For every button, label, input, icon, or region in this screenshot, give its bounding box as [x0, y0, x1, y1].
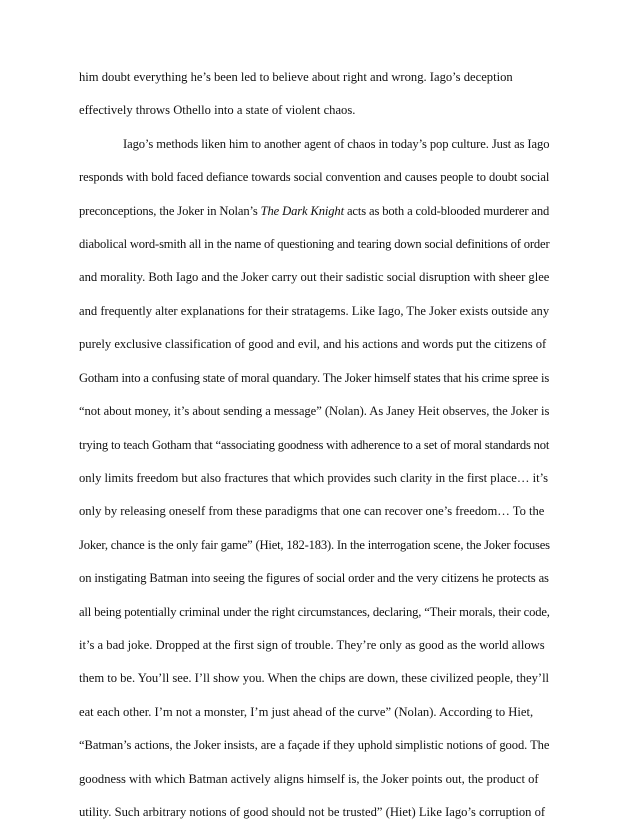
text-line: “Batman’s actions, the Joker insists, are a façade if they uphold simplistic notions of good. The	[79, 738, 550, 752]
text-line: “not about money, it’s about sending a message” (Nolan). As Janey Heit observes, the Joker is	[79, 404, 550, 418]
text-line: it’s a bad joke. Dropped at the first sign of trouble. They’re only as good as the world allows	[79, 638, 545, 652]
text-line: all being potentially criminal under the right circumstances, declaring, “Their morals, their code,	[79, 605, 550, 619]
text-line: only limits freedom but also fractures that which provides such clarity in the first place… it’s	[79, 471, 548, 485]
text-line: eat each other. I’m not a monster, I’m just ahead of the curve” (Nolan). According to Hiet,	[79, 705, 534, 719]
text-line: Gotham into a confusing state of moral quandary. The Joker himself states that his crime spree is	[79, 371, 550, 385]
film-title: The Dark Knight	[260, 204, 344, 218]
text-line: them to be. You’ll see. I’ll show you. When the chips are down, these civilized people, they’ll	[79, 671, 550, 685]
text-line: and frequently alter explanations for their stratagems. Like Iago, The Joker exists outside any	[79, 304, 550, 318]
text-line: Iago’s methods liken him to another agent of chaos in today’s pop culture. Just as Iago	[123, 137, 550, 151]
text-line: purely exclusive classification of good and evil, and his actions and words put the citizens of	[79, 337, 547, 351]
text-line-with-title	[79, 203, 549, 219]
line-text-before-title: preconceptions, the Joker in Nolan’s	[79, 204, 261, 218]
text-line: utility. Such arbitrary notions of good should not be trusted” (Hiet) Like Iago’s corruption of	[79, 805, 546, 819]
line-text-after-title: acts as both a cold-blooded murderer and	[343, 204, 550, 218]
text-line: only by releasing oneself from these paradigms that one can recover one’s freedom… To the	[79, 504, 545, 518]
text-line: goodness with which Batman actively aligns himself is, the Joker points out, the product of	[79, 772, 539, 786]
text-line: responds with bold faced defiance towards social convention and causes people to doubt social	[79, 170, 550, 184]
text-line: Joker, chance is the only fair game” (Hiet, 182-183). In the interrogation scene, the Joker focuses	[79, 538, 550, 552]
text-line: and morality. Both Iago and the Joker carry out their sadistic social disruption with sheer glee	[79, 270, 550, 284]
text-line: him doubt everything he’s been led to believe about right and wrong. Iago’s deception	[79, 70, 513, 84]
text-line: trying to teach Gotham that “associating goodness with adherence to a set of moral standards not	[79, 438, 550, 452]
text-line: on instigating Batman into seeing the figures of social order and the very citizens he protects as	[79, 571, 549, 585]
text-line: effectively throws Othello into a state of violent chaos.	[79, 103, 356, 117]
text-line: diabolical word-smith all in the name of questioning and tearing down social definitions of order	[79, 237, 550, 251]
